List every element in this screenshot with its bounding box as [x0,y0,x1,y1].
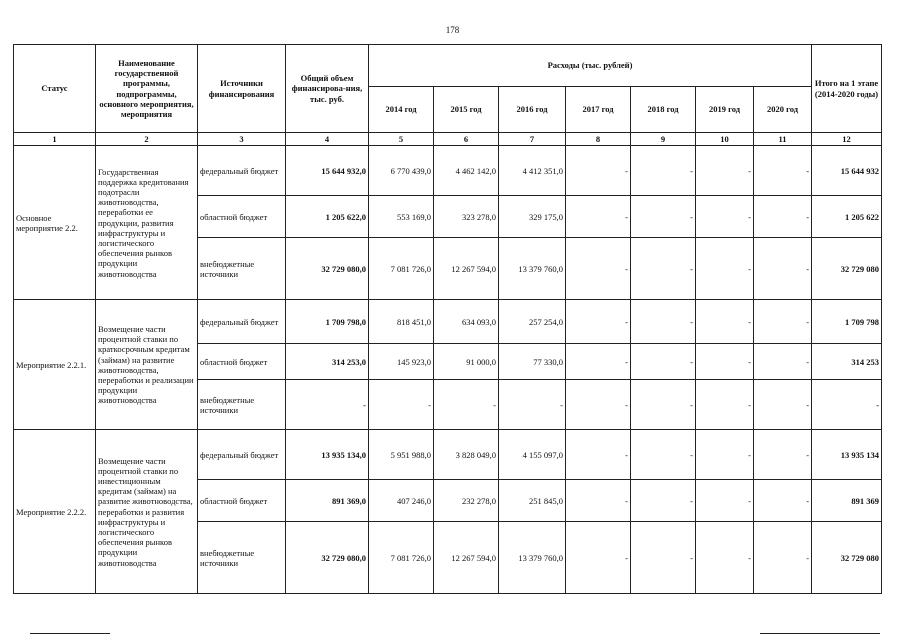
year-cell: 251 845,0 [499,480,566,522]
stage-total-cell: 891 369 [812,480,882,522]
header-year: 2017 год [566,87,631,133]
year-cell: 4 155 097,0 [499,430,566,480]
year-cell: - [434,380,499,430]
total-cell: 15 644 932,0 [286,146,369,196]
year-cell: - [566,300,631,344]
year-cell: - [566,238,631,300]
source-cell: внебюджетные источники [198,522,286,594]
year-cell: - [369,380,434,430]
header-status: Статус [14,45,96,133]
year-cell: - [696,430,754,480]
name-cell: Возмещение части процентной ставки по инвестиционным кредитам (займам) на развитие животноводства, переработки и развития инфраструктуры и логистического обеспечения рынков продукции животноводства [96,430,198,594]
financing-table [13,44,882,594]
column-number: 5 [369,133,434,146]
year-cell: - [631,344,696,380]
status-cell: Мероприятие 2.2.1. [14,300,96,430]
source-cell: областной бюджет [198,480,286,522]
year-cell: 4 412 351,0 [499,146,566,196]
header-sources: Источники финансирования [198,45,286,133]
header-year: 2019 год [696,87,754,133]
column-number: 8 [566,133,631,146]
stage-total-cell: 314 253 [812,344,882,380]
status-cell: Основное мероприятие 2.2. [14,146,96,300]
year-cell: 407 246,0 [369,480,434,522]
year-cell: - [696,344,754,380]
source-cell: областной бюджет [198,196,286,238]
header-year: 2020 год [754,87,812,133]
stage-total-cell: - [812,380,882,430]
year-cell: - [696,380,754,430]
stage-total-cell: 13 935 134 [812,430,882,480]
total-cell: - [286,380,369,430]
name-cell: Государственная поддержка кредитования подотрасли животноводства, переработки ее продукции, развития инфраструктуры и логистического обеспечения рынков продукции животноводства [96,146,198,300]
scan-line [30,633,110,634]
year-cell: - [754,480,812,522]
year-cell: 77 330,0 [499,344,566,380]
year-cell: - [631,300,696,344]
year-cell: 7 081 726,0 [369,238,434,300]
header-total-volume: Общий объем финансирова-ния, тыс. руб. [286,45,369,133]
source-cell: федеральный бюджет [198,430,286,480]
year-cell: - [566,344,631,380]
total-cell: 13 935 134,0 [286,430,369,480]
year-cell: 91 000,0 [434,344,499,380]
year-cell: - [631,196,696,238]
column-number-row [14,133,882,146]
total-cell: 891 369,0 [286,480,369,522]
year-cell: - [631,380,696,430]
source-cell: внебюджетные источники [198,238,286,300]
page-number: 178 [445,25,460,35]
source-cell: федеральный бюджет [198,146,286,196]
year-cell: 12 267 594,0 [434,522,499,594]
source-cell: федеральный бюджет [198,300,286,344]
year-cell: - [631,238,696,300]
table-row [14,146,882,196]
year-cell: - [631,146,696,196]
year-cell: - [696,196,754,238]
year-cell: 5 951 988,0 [369,430,434,480]
name-cell: Возмещение части процентной ставки по краткосрочным кредитам (займам) на развитие животноводства, переработки и реализации продукции животноводства [96,300,198,430]
total-cell: 1 709 798,0 [286,300,369,344]
year-cell: 12 267 594,0 [434,238,499,300]
header-row-1 [14,45,882,87]
year-cell: 257 254,0 [499,300,566,344]
year-cell: - [696,238,754,300]
year-cell: 6 770 439,0 [369,146,434,196]
column-number: 9 [631,133,696,146]
total-cell: 1 205 622,0 [286,196,369,238]
column-number: 11 [754,133,812,146]
header-year: 2014 год [369,87,434,133]
year-cell: 13 379 760,0 [499,238,566,300]
header-stage-total: Итого на 1 этапе (2014-2020 годы) [812,45,882,133]
year-cell: 818 451,0 [369,300,434,344]
year-cell: 3 828 049,0 [434,430,499,480]
year-cell: 232 278,0 [434,480,499,522]
stage-total-cell: 32 729 080 [812,522,882,594]
column-number: 4 [286,133,369,146]
column-number: 2 [96,133,198,146]
stage-total-cell: 15 644 932 [812,146,882,196]
source-cell: областной бюджет [198,344,286,380]
year-cell: - [754,380,812,430]
year-cell: - [696,480,754,522]
total-cell: 32 729 080,0 [286,522,369,594]
total-cell: 314 253,0 [286,344,369,380]
year-cell: 13 379 760,0 [499,522,566,594]
column-number: 3 [198,133,286,146]
status-cell: Мероприятие 2.2.2. [14,430,96,594]
year-cell: - [754,196,812,238]
year-cell: 7 081 726,0 [369,522,434,594]
year-cell: - [754,430,812,480]
stage-total-cell: 1 205 622 [812,196,882,238]
year-cell: 329 175,0 [499,196,566,238]
column-number: 12 [812,133,882,146]
year-cell: - [631,522,696,594]
year-cell: - [499,380,566,430]
year-cell: - [631,480,696,522]
header-year: 2018 год [631,87,696,133]
header-expenses: Расходы (тыс. рублей) [369,45,812,87]
year-cell: - [754,238,812,300]
stage-total-cell: 1 709 798 [812,300,882,344]
scan-line [760,633,880,634]
column-number: 10 [696,133,754,146]
year-cell: - [566,430,631,480]
column-number: 7 [499,133,566,146]
year-cell: - [696,146,754,196]
year-cell: - [754,300,812,344]
column-number: 1 [14,133,96,146]
year-cell: 323 278,0 [434,196,499,238]
total-cell: 32 729 080,0 [286,238,369,300]
year-cell: - [566,380,631,430]
year-cell: - [754,146,812,196]
year-cell: - [754,522,812,594]
year-cell: - [566,480,631,522]
header-year: 2016 год [499,87,566,133]
year-cell: - [566,522,631,594]
header-name: Наименование государственной программы, подпрограммы, основного мероприятия, мероприятия [96,45,198,133]
year-cell: - [631,430,696,480]
year-cell: 553 169,0 [369,196,434,238]
source-cell: внебюджетные источники [198,380,286,430]
year-cell: - [566,196,631,238]
table-row [14,300,882,344]
stage-total-cell: 32 729 080 [812,238,882,300]
header-year: 2015 год [434,87,499,133]
year-cell: 145 923,0 [369,344,434,380]
year-cell: - [696,300,754,344]
year-cell: 634 093,0 [434,300,499,344]
table-row [14,430,882,480]
year-cell: - [566,146,631,196]
year-cell: 4 462 142,0 [434,146,499,196]
year-cell: - [696,522,754,594]
column-number: 6 [434,133,499,146]
year-cell: - [754,344,812,380]
